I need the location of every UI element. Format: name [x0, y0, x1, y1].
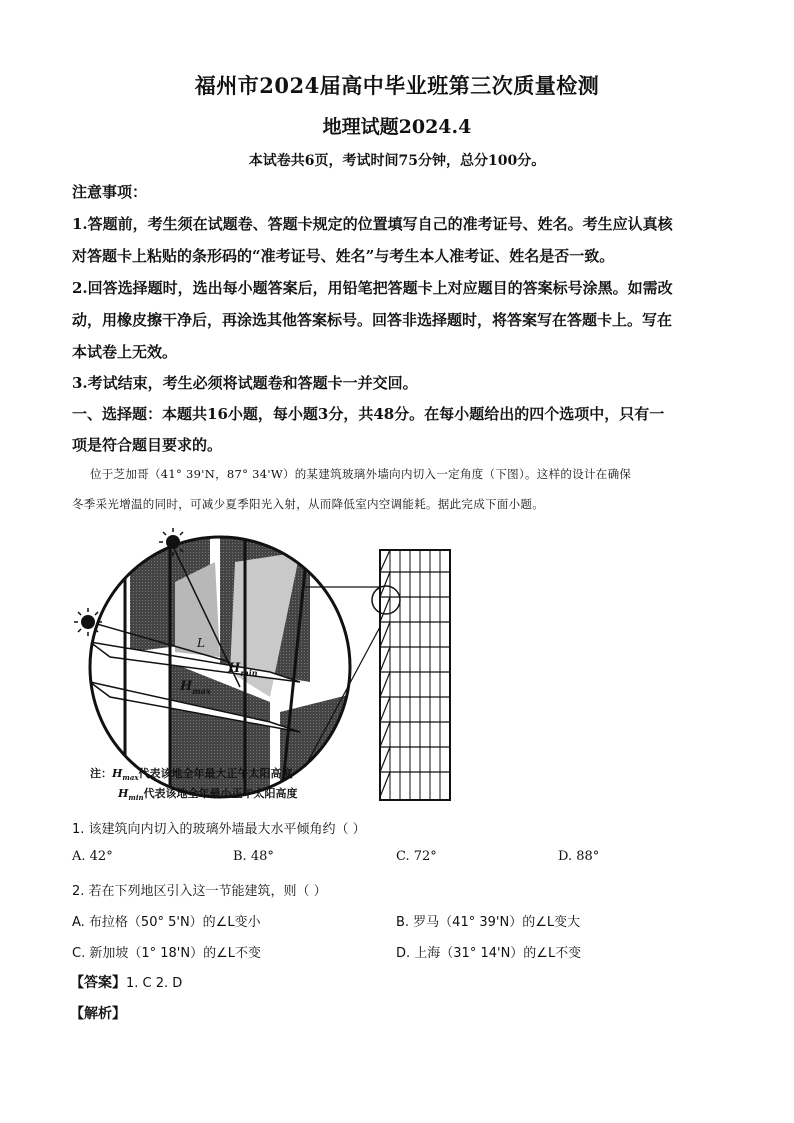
h-max-label: $H_{max}$ [180, 679, 211, 696]
figure-note-line1: 注：$H_{max}$代表该地全年最大正午太阳高度 [90, 767, 293, 782]
notes-item2-line2: 动，用橡皮擦干净后，再涂选其他答案标号。回答非选择题时，将答案写在答题卡上。写在 [72, 311, 673, 329]
answer-label: 【答案】 [70, 975, 126, 991]
building-tower [372, 550, 450, 800]
paper-subtitle: 地理试题2024.4 [322, 116, 472, 138]
section1-line1: 一、选择题：本题共16小题，每小题3分，共48分。在每小题给出的四个选项中，只有一 [72, 405, 665, 423]
question-1-option-c: C. 72° [396, 849, 437, 864]
question-2-option-c: C. 新加坡（1° 18'N）的∠L不变 [72, 946, 261, 961]
question-1-option-b: B. 48° [233, 849, 274, 864]
question-1-option-d: D. 88° [558, 849, 600, 864]
h-min-label: $H_{min}$ [228, 661, 258, 678]
question-1-option-a: A. 42° [72, 849, 113, 864]
notes-heading: 注意事项： [72, 183, 148, 201]
figure-note-line2: $H_{min}$代表该地全年最小正午太阳高度 [118, 787, 298, 802]
angle-label-L: L [197, 636, 205, 650]
notes-item1-line2: 对答题卡上粘贴的条形码的“准考证号、姓名”与考生本人准考证、姓名是否一致。 [72, 247, 615, 265]
notes-item2-line1: 2.回答选择题时，选出每小题答案后，用铅笔把答题卡上对应题目的答案标号涂黑。如需改 [72, 279, 673, 297]
question-1-stem: 1. 该建筑向内切入的玻璃外墙最大水平倾角约（ ） [72, 822, 366, 837]
answer-text: 1. C 2. D [126, 976, 183, 991]
question-2-option-b: B. 罗马（41° 39'N）的∠L变大 [396, 915, 581, 930]
answer-line [70, 972, 182, 992]
exam-info: 本试卷共6页，考试时间75分钟，总分100分。 [248, 153, 546, 169]
analysis-label: 【解析】 [70, 1006, 126, 1022]
notes-item3: 3.考试结束，考生必须将试题卷和答题卡一并交回。 [72, 374, 418, 392]
zoom-detail [70, 522, 370, 806]
intro-line1: 位于芝加哥（41° 39'N，87° 34'W）的某建筑玻璃外墙向内切入一定角度（下图）。这样的设计在确保 [90, 467, 632, 481]
question-2-option-d: D. 上海（31° 14'N）的∠L不变 [396, 946, 582, 961]
notes-item2-line3: 本试卷上无效。 [72, 343, 178, 361]
question-2-option-a: A. 布拉格（50° 5'N）的∠L变小 [72, 915, 261, 930]
intro-line2: 冬季采光增温的同时，可减少夏季阳光入射，从而降低室内空调能耗。据此完成下面小题。 [72, 497, 544, 511]
building-figure [70, 522, 460, 806]
question-2-stem: 2. 若在下列地区引入这一节能建筑，则（ ） [72, 884, 327, 899]
section1-line2: 项是符合题目要求的。 [72, 436, 223, 454]
notes-item1-line1: 1.答题前，考生须在试题卷、答题卡规定的位置填写自己的准考证号、姓名。考生应认真核 [72, 215, 673, 233]
paper-title: 福州市2024届高中毕业班第三次质量检测 [194, 73, 600, 98]
